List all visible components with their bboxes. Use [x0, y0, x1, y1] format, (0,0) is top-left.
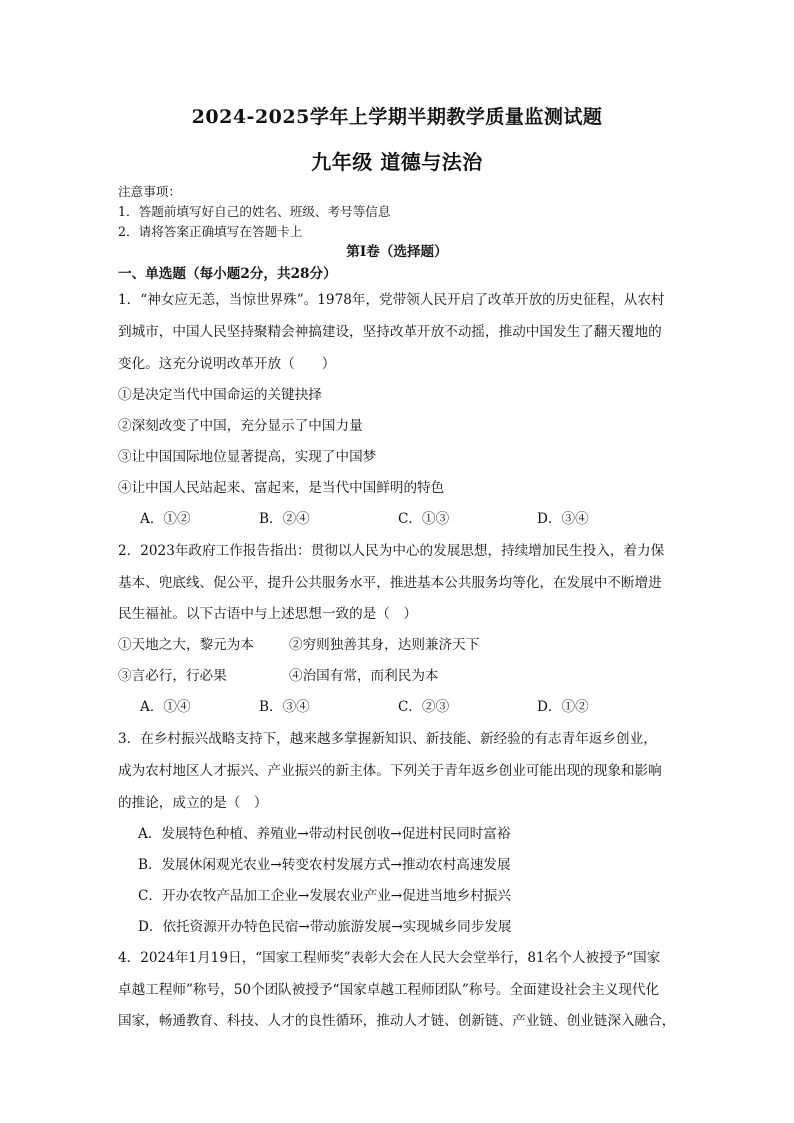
option-c: C．开办农牧产品加工企业→发展农业产业→促进当地乡村振兴 — [138, 888, 512, 904]
statement: ②穷则独善其身，达则兼济天下 — [289, 637, 480, 653]
section-title: 一、单选题（每小题2分，共28分） — [118, 266, 337, 282]
question-1-line: 到城市，中国人民坚持聚精会神搞建设，坚持改革开放不动摇，推动中国发生了翻天覆地的 — [118, 324, 662, 340]
question-4-line: 国家，畅通教育、科技、人才的良性循环，推动人才链、创新链、产业链、创业链深入融合， — [118, 1013, 676, 1029]
question-1-line: 变化。这充分说明改革开放（ ） — [118, 356, 336, 372]
option-d: D．①② — [537, 699, 589, 715]
option-b: B．②④ — [259, 511, 310, 527]
statement: ①是决定当代中国命运的关键抉择 — [118, 387, 322, 403]
notice-heading: 注意事项： — [118, 184, 181, 199]
notice-item: 2．请将答案正确填写在答题卡上 — [118, 224, 303, 239]
option-a: A．①② — [140, 511, 191, 527]
statement: ①天地之大，黎元为本 — [118, 637, 254, 653]
question-1-line: 1．“神女应无恙，当惊世界殊”。1978年，党带领人民开启了改革开放的历史征程，从农村 — [118, 292, 665, 308]
question-3-line: 成为农村地区人才振兴、产业振兴的新主体。下列关于青年返乡创业可能出现的现象和影响 — [118, 763, 662, 779]
question-2-line: 2．2023年政府工作报告指出：贯彻以人民为中心的发展思想，持续增加民生投入，着力保 — [118, 543, 665, 559]
statement: ④让中国人民站起来、富起来，是当代中国鲜明的特色 — [118, 480, 445, 496]
statement: ②深刻改变了中国，充分显示了中国力量 — [118, 418, 363, 434]
statement: ③言必行，行必果 — [118, 668, 227, 684]
statement: ④治国有常，而利民为本 — [289, 668, 439, 684]
option-d: D．依托资源开办特色民宿→带动旅游发展→实现城乡同步发展 — [138, 919, 512, 935]
question-2-line: 民生福祉。以下古语中与上述思想一致的是（ ） — [118, 606, 418, 622]
option-c: C．①③ — [398, 511, 450, 527]
question-3-line: 3．在乡村振兴战略支持下，越来越多掌握新知识、新技能、新经验的有志青年返乡创业， — [118, 731, 657, 747]
exam-title: 2024-2025学年上学期半期教学质量监测试题 — [191, 106, 603, 128]
volume-title: 第Ⅰ卷（选择题） — [346, 244, 448, 260]
option-c: C．②③ — [398, 699, 450, 715]
option-b: B．发展休闲观光农业→转变农村发展方式→推动农村高速发展 — [138, 857, 511, 873]
exam-subtitle: 九年级 道德与法治 — [311, 150, 483, 174]
notice-item: 1．答题前填写好自己的姓名、班级、考号等信息 — [118, 204, 391, 219]
option-d: D．③④ — [537, 511, 589, 527]
question-4-line: 4．2024年1月19日，“国家工程师奖”表彰大会在人民大会堂举行，81名个人被授予“国家 — [118, 950, 661, 966]
option-a: A．①④ — [140, 699, 191, 715]
statement: ③让中国国际地位显著提高，实现了中国梦 — [118, 449, 377, 465]
question-2-line: 基本、兜底线、促公平，提升公共服务水平，推进基本公共服务均等化，在发展中不断增进 — [118, 575, 662, 591]
question-4-line: 卓越工程师”称号，50个团队被授予“国家卓越工程师团队”称号。全面建设社会主义现代化 — [118, 982, 660, 998]
option-a: A．发展特色种植、养殖业→带动村民创收→促进村民同时富裕 — [138, 826, 511, 842]
option-b: B．③④ — [259, 699, 310, 715]
question-3-line: 的推论，成立的是（ ） — [118, 795, 268, 811]
